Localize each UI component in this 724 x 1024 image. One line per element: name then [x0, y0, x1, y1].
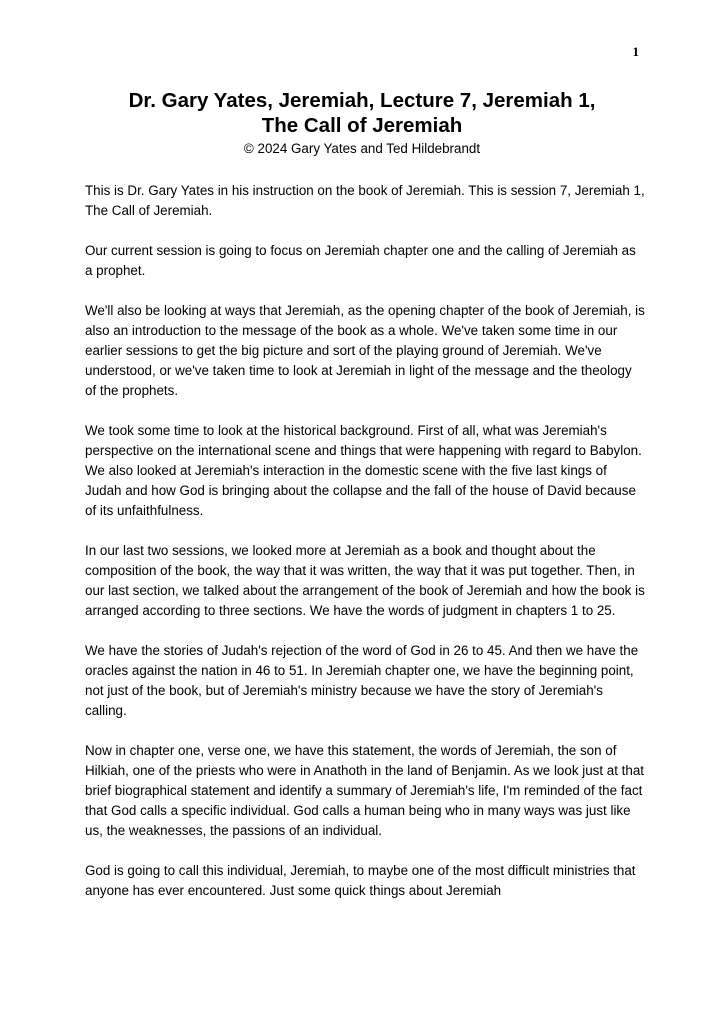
paragraph: Our current session is going to focus on Jeremiah chapter one and the calling of Jeremiah as a prophet. — [85, 243, 636, 278]
copyright-line: © 2024 Gary Yates and Ted Hildebrandt — [243, 141, 481, 156]
paragraph: God is going to call this individual, Jeremiah, to maybe one of the most difficult ministries that anyone has ever encountered. Just some quick things about Jeremiah — [85, 863, 636, 898]
paragraph: In our last two sessions, we looked more at Jeremiah as a book and thought about the composition of the book, the way that it was written, the way that it was put together. Then, in our last section, we talked about the arrangement of the book of Jeremiah and how the book is arranged according to three sections. We have the words of judgment in chapters 1 to 25. — [85, 543, 645, 618]
title-line-1: Dr. Gary Yates, Jeremiah, Lecture 7, Jeremiah 1, — [128, 89, 596, 112]
document-header — [80, 88, 644, 158]
paragraph: We have the stories of Judah's rejection of the word of God in 26 to 45. And then we have the oracles against the nation in 46 to 51. In Jeremiah chapter one, we have the beginning point, not just of the book, but of Jeremiah's ministry because we have the story of Jeremiah's calling. — [85, 643, 639, 718]
paragraph: We'll also be looking at ways that Jeremiah, as the opening chapter of the book of Jeremiah, is also an introduction to the message of the book as a whole. We've taken some time in our earlier sessions to get the big picture and sort of the playing ground of Jeremiah. We've understood, or we've taken time to look at Jeremiah in light of the message and the theology of the prophets. — [85, 303, 645, 398]
document-body — [85, 181, 645, 921]
paragraph: Now in chapter one, verse one, we have this statement, the words of Jeremiah, the son of Hilkiah, one of the priests who were in Anathoth in the land of Benjamin. As we look just at that brief biographical statement and identify a summary of Jeremiah's life, I'm reminded of the fact that God calls a specific individual. God calls a human being who in many ways was just like us, the weaknesses, the passions of an individual. — [85, 743, 645, 838]
page-number: 1 — [632, 44, 639, 59]
paragraph: We took some time to look at the historical background. First of all, what was Jeremiah's perspective on the international scene and things that were happening with regard to Babylon. We also looked at Jeremiah's interaction in the domestic scene with the five last kings of Judah and how God is bringing about the collapse and the fall of the house of David because of its unfaithfulness. — [85, 423, 642, 518]
paragraph: This is Dr. Gary Yates in his instruction on the book of Jeremiah. This is session 7, Jeremiah 1, The Call of Jeremiah. — [85, 183, 645, 218]
title-line-2: The Call of Jeremiah — [261, 114, 463, 137]
document-title — [80, 88, 644, 138]
